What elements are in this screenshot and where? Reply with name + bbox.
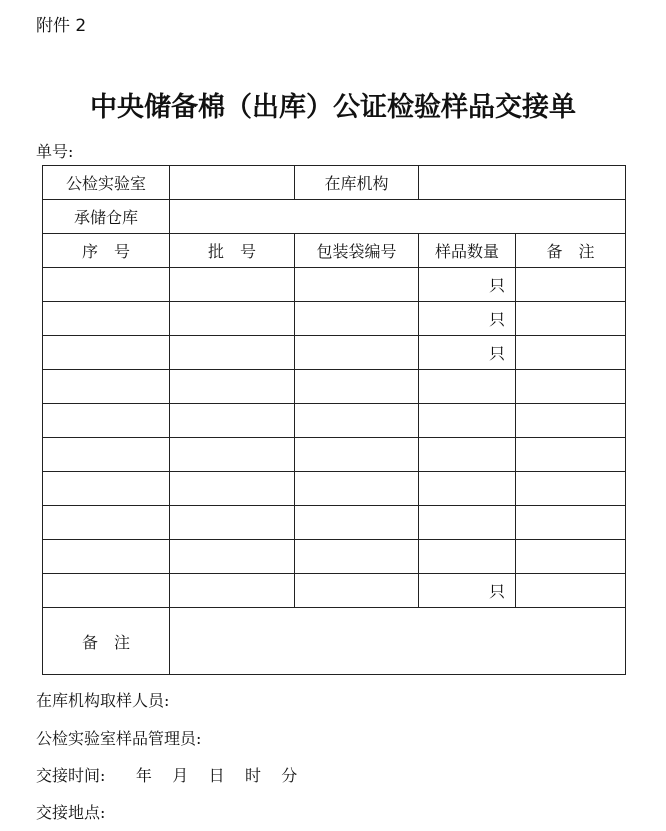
batch-cell[interactable] [170,268,295,302]
handover-place-label: 交接地点: [36,803,106,822]
lab-label: 公检实验室 [43,166,170,200]
bag-cell[interactable] [295,472,419,506]
bag-cell[interactable] [295,574,419,608]
remark-cell[interactable] [516,506,626,540]
table-row [43,540,626,574]
qty-cell[interactable]: 只 [419,302,516,336]
table-row [43,336,626,370]
table-row [43,268,626,302]
seq-cell[interactable] [43,336,170,370]
column-header-qty: 样品数量 [419,234,516,268]
bag-cell[interactable] [295,336,419,370]
seq-cell[interactable] [43,302,170,336]
seq-cell[interactable] [43,540,170,574]
remark-cell[interactable] [516,268,626,302]
storage-row [43,200,626,234]
qty-cell[interactable]: 只 [419,336,516,370]
lab-row [43,166,626,200]
storage-label: 承储仓库 [43,200,170,234]
qty-cell[interactable] [419,540,516,574]
remark-cell[interactable] [516,472,626,506]
column-header-seq: 序 号 [43,234,170,268]
handover-time-label: 交接时间: 年 月 日 时 分 [36,766,298,785]
seq-cell[interactable] [43,438,170,472]
qty-cell[interactable] [419,472,516,506]
qty-cell[interactable] [419,404,516,438]
seq-cell[interactable] [43,370,170,404]
bag-cell[interactable] [295,404,419,438]
remark-cell[interactable] [516,302,626,336]
table-row [43,438,626,472]
qty-cell[interactable] [419,438,516,472]
bag-cell[interactable] [295,302,419,336]
table-row [43,302,626,336]
remark-cell[interactable] [516,574,626,608]
qty-cell[interactable]: 只 [419,268,516,302]
bag-cell[interactable] [295,370,419,404]
batch-cell[interactable] [170,336,295,370]
qty-cell[interactable]: 只 [419,574,516,608]
remark-field[interactable] [170,608,626,675]
bag-cell[interactable] [295,540,419,574]
column-header-row [43,234,626,268]
warehouse-org-label: 在库机构 [295,166,419,200]
seq-cell[interactable] [43,472,170,506]
batch-cell[interactable] [170,404,295,438]
seq-cell[interactable] [43,268,170,302]
seq-cell[interactable] [43,506,170,540]
remark-label: 备 注 [43,608,170,675]
column-header-bag: 包装袋编号 [295,234,419,268]
lab-manager-label: 公检实验室样品管理员: [36,729,202,748]
remark-cell[interactable] [516,404,626,438]
qty-cell[interactable] [419,370,516,404]
storage-field[interactable] [170,200,626,234]
batch-cell[interactable] [170,370,295,404]
warehouse-org-field[interactable] [419,166,626,200]
remark-cell[interactable] [516,438,626,472]
batch-cell[interactable] [170,438,295,472]
table-row [43,370,626,404]
seq-cell[interactable] [43,574,170,608]
remark-row [43,608,626,675]
bag-cell[interactable] [295,268,419,302]
table-row [43,404,626,438]
table-row [43,506,626,540]
remark-cell[interactable] [516,370,626,404]
batch-cell[interactable] [170,506,295,540]
serial-number-label: 单号: [36,142,74,161]
qty-cell[interactable] [419,506,516,540]
bag-cell[interactable] [295,438,419,472]
bag-cell[interactable] [295,506,419,540]
batch-cell[interactable] [170,574,295,608]
handover-form-table [42,165,626,675]
sampler-label: 在库机构取样人员: [36,691,170,710]
batch-cell[interactable] [170,472,295,506]
attachment-label: 附件 2 [36,16,87,36]
remark-cell[interactable] [516,336,626,370]
seq-cell[interactable] [43,404,170,438]
table-row [43,472,626,506]
remark-cell[interactable] [516,540,626,574]
table-row [43,574,626,608]
column-header-remark: 备 注 [516,234,626,268]
batch-cell[interactable] [170,540,295,574]
column-header-batch: 批 号 [170,234,295,268]
document-title: 中央储备棉（出库）公证检验样品交接单 [90,92,576,123]
lab-field[interactable] [170,166,295,200]
batch-cell[interactable] [170,302,295,336]
